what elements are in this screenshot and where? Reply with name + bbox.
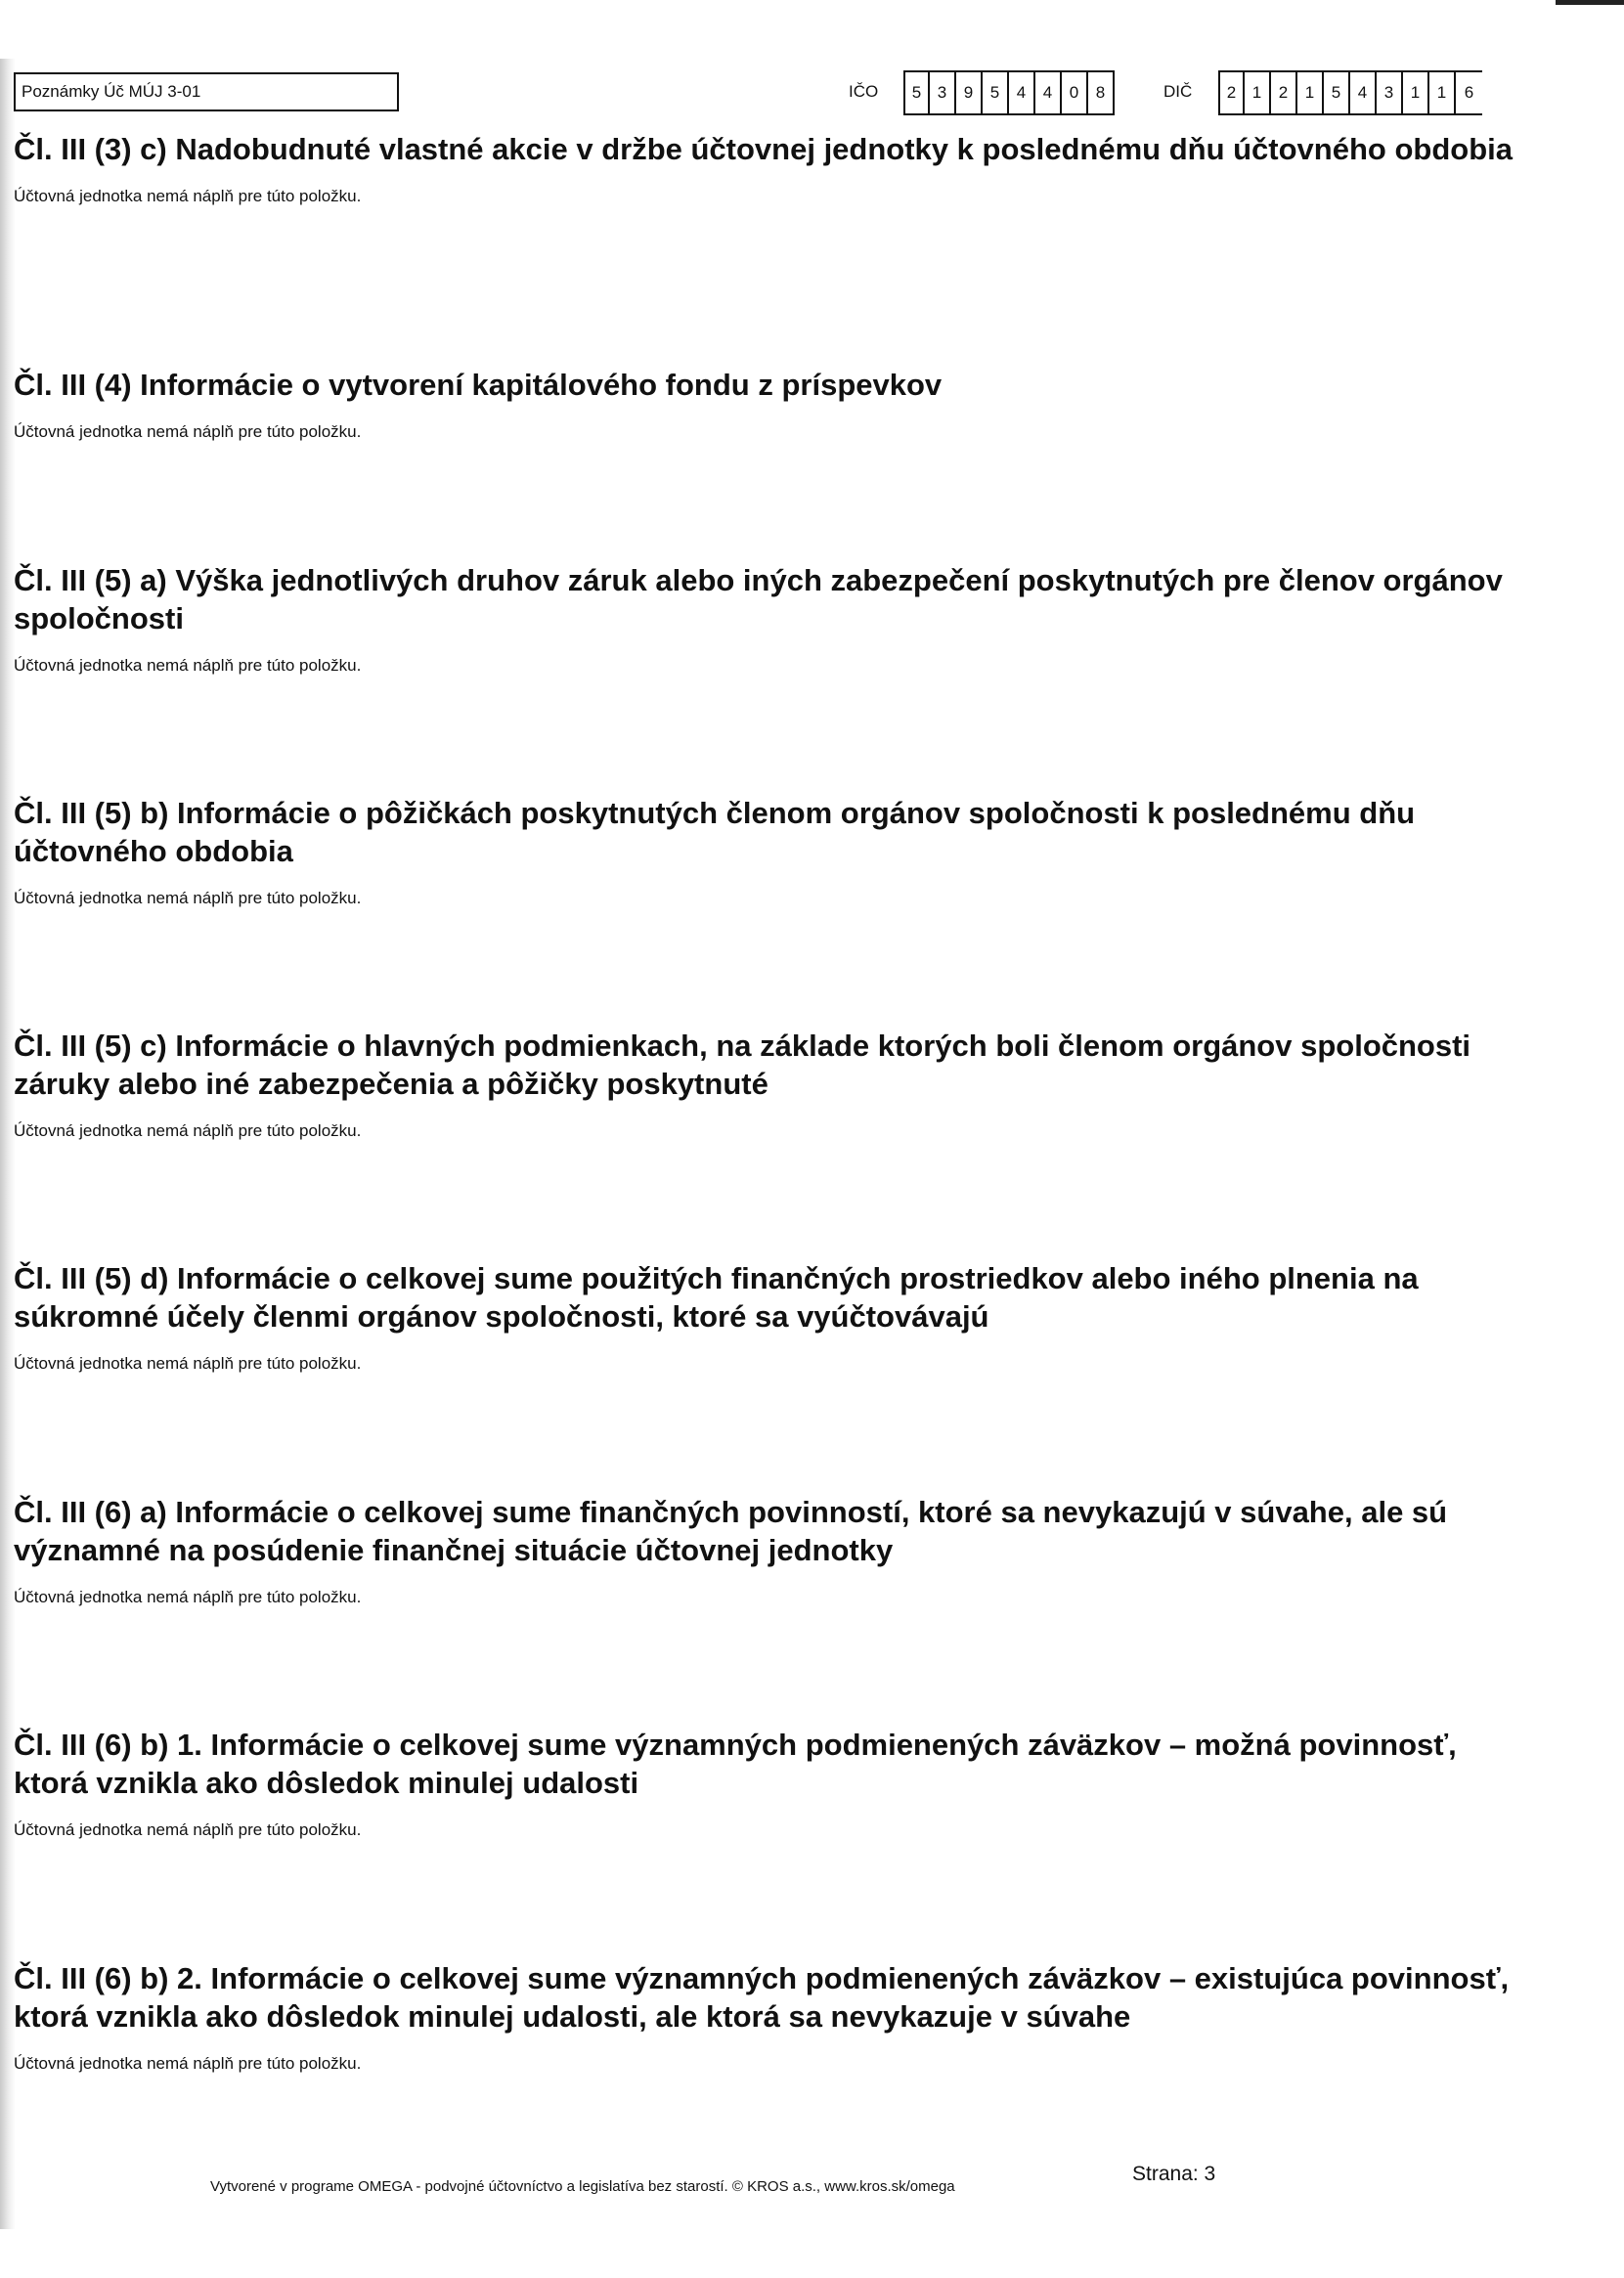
footer-credit: Vytvorené v programe OMEGA - podvojné účtovníctvo a legislatíva bez starostí. © KROS a.s., www.kros.sk/omega xyxy=(210,2178,955,2195)
ico-digit: 4 xyxy=(1035,72,1062,113)
dic-digit-boxes xyxy=(1218,70,1482,115)
section-title: Čl. III (6) b) 1. Informácie o celkovej sume významných podmienených záväzkov – možná povinnosť, ktorá vznikla ako dôsledok minulej udalosti xyxy=(14,1728,1457,1800)
ico-digit: 9 xyxy=(956,72,983,113)
section-note: Účtovná jednotka nemá náplň pre túto položku. xyxy=(14,889,362,907)
ico-digit: 4 xyxy=(1009,72,1035,113)
section-note: Účtovná jednotka nemá náplň pre túto položku. xyxy=(14,1588,362,1606)
ico-digit: 5 xyxy=(903,72,930,113)
section-6b1 xyxy=(14,1726,1519,1840)
ico-digit: 5 xyxy=(983,72,1009,113)
section-note: Účtovná jednotka nemá náplň pre túto položku. xyxy=(14,1121,362,1140)
section-5b xyxy=(14,794,1519,908)
section-title: Čl. III (6) b) 2. Informácie o celkovej sume významných podmienených záväzkov – existujúca povinnosť, ktorá vznikla ako dôsledok minulej udalosti, ale ktorá sa nevykazuje v súvahe xyxy=(14,1961,1510,2034)
dic-digit: 1 xyxy=(1245,72,1271,113)
section-6a xyxy=(14,1493,1519,1607)
dic-label: DIČ xyxy=(1163,82,1193,101)
section-5d xyxy=(14,1259,1519,1374)
form-label-box xyxy=(14,72,399,111)
section-note: Účtovná jednotka nemá náplň pre túto položku. xyxy=(14,2054,362,2073)
dic-digit: 2 xyxy=(1218,72,1245,113)
section-6b2 xyxy=(14,1959,1519,2074)
section-title: Čl. III (4) Informácie o vytvorení kapitálového fondu z príspevkov xyxy=(14,368,943,402)
section-note: Účtovná jednotka nemá náplň pre túto položku. xyxy=(14,656,362,675)
section-note: Účtovná jednotka nemá náplň pre túto položku. xyxy=(14,187,362,205)
section-note: Účtovná jednotka nemá náplň pre túto položku. xyxy=(14,1354,362,1373)
dic-digit: 3 xyxy=(1377,72,1403,113)
form-label: Poznámky Úč MÚJ 3-01 xyxy=(22,82,201,101)
section-5c xyxy=(14,1027,1519,1141)
section-title: Čl. III (5) c) Informácie o hlavných podmienkach, na základe ktorých boli členom orgánov spoločnosti záruky alebo iné zabezpečenia a pôžičky poskytnuté xyxy=(14,1029,1471,1101)
dic-digit: 1 xyxy=(1403,72,1429,113)
ico-label: IČO xyxy=(849,82,879,101)
section-title: Čl. III (5) d) Informácie o celkovej sume použitých finančných prostriedkov alebo iného plnenia na súkromné účely členmi orgánov spoločnosti, ktoré sa vyúčtovávajú xyxy=(14,1261,1419,1334)
ico-digit: 0 xyxy=(1062,72,1088,113)
section-title: Čl. III (5) a) Výška jednotlivých druhov záruk alebo iných zabezpečení poskytnutých pre členov orgánov spoločnosti xyxy=(14,563,1503,635)
page-number: Strana: 3 xyxy=(1132,2163,1216,2185)
section-3c xyxy=(14,130,1519,206)
section-title: Čl. III (6) a) Informácie o celkovej sume finančných povinností, ktoré sa nevykazujú v súvahe, ale sú významné na posúdenie finančnej situácie účtovnej jednotky xyxy=(14,1495,1448,1567)
dic-digit: 2 xyxy=(1271,72,1297,113)
dic-digit: 1 xyxy=(1297,72,1324,113)
section-title: Čl. III (3) c) Nadobudnuté vlastné akcie v držbe účtovnej jednotky k poslednému dňu účtovného obdobia xyxy=(14,132,1513,166)
section-note: Účtovná jednotka nemá náplň pre túto položku. xyxy=(14,1820,362,1839)
dic-digit: 5 xyxy=(1324,72,1350,113)
ico-digit: 3 xyxy=(930,72,956,113)
section-title: Čl. III (5) b) Informácie o pôžičkách poskytnutých členom orgánov spoločnosti k poslednému dňu účtovného obdobia xyxy=(14,796,1416,868)
section-4 xyxy=(14,366,1519,442)
ico-digit: 8 xyxy=(1088,72,1115,113)
dic-digit: 1 xyxy=(1429,72,1456,113)
dic-digit: 4 xyxy=(1350,72,1377,113)
ico-digit-boxes xyxy=(903,70,1115,115)
section-note: Účtovná jednotka nemá náplň pre túto položku. xyxy=(14,422,362,441)
section-5a xyxy=(14,561,1519,676)
corner-mark xyxy=(1556,0,1624,5)
dic-digit: 6 xyxy=(1464,83,1474,102)
